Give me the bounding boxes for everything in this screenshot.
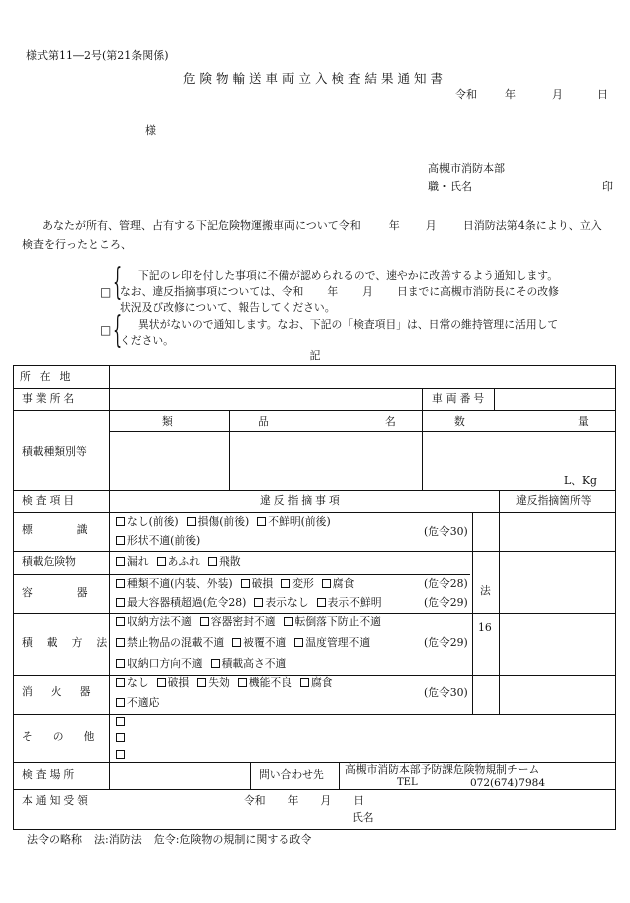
container-option-5: 最大容器積超過(危令28) bbox=[127, 596, 247, 609]
option1-line2a: なお、違反指摘事項については、令和 bbox=[120, 285, 304, 298]
option1-line1: 下記のレ印を付した事項に不備が認められるので、速やかに改善するよう通知します。 bbox=[138, 269, 558, 282]
intro-year: 年 bbox=[388, 219, 400, 232]
document-title: 危険物輸送車両立入検査結果通知書 bbox=[182, 71, 447, 86]
method-option-5: 被覆不適 bbox=[243, 636, 287, 649]
col-product: 品 bbox=[258, 415, 269, 428]
receipt-month: 月 bbox=[320, 794, 332, 807]
option2-checkbox[interactable]: □ bbox=[100, 323, 112, 337]
extinguisher-checkbox-3[interactable] bbox=[197, 678, 206, 687]
sign-option-4: 形状不適(前後) bbox=[127, 534, 201, 547]
footer-law: 法:消防法 bbox=[94, 833, 142, 846]
sign-option-1: なし(前後) bbox=[127, 515, 179, 528]
method-checkbox-7[interactable] bbox=[116, 659, 125, 668]
inspection-item-label: 検査項目 bbox=[22, 494, 78, 507]
loaded-label: 積載危険物 bbox=[22, 555, 76, 568]
method-option-3: 転倒落下防止不適 bbox=[294, 615, 381, 628]
intro-text-2: 日消防法第4条により、立入 bbox=[462, 219, 602, 232]
method-checkbox-3[interactable] bbox=[284, 617, 293, 626]
option2-text bbox=[120, 317, 558, 349]
method-ref: (危令29) bbox=[424, 636, 468, 649]
extinguisher-option-6: 不適応 bbox=[127, 696, 160, 709]
option1-line3: 状況及び改修について、報告してください。 bbox=[120, 301, 336, 314]
container-label: 容器 bbox=[22, 586, 132, 599]
extinguisher-option-3: 失効 bbox=[208, 676, 230, 689]
option2-line1: 異状がないので通知します。なお、下記の「検査項目」は、日常の維持管理に活用して bbox=[138, 318, 559, 331]
vehicle-number-label: 車両番号 bbox=[432, 392, 488, 405]
receipt-era: 令和 bbox=[244, 794, 266, 807]
receipt-name: 氏名 bbox=[352, 811, 374, 824]
date-era: 令和 bbox=[455, 88, 477, 101]
seal-mark: 印 bbox=[602, 180, 613, 193]
container-option-1: 種類不適(内装、外装) bbox=[127, 577, 233, 590]
method-checkbox-6[interactable] bbox=[294, 638, 303, 647]
inquiry-org: 高槻市消防本部予防課危険物規制チーム bbox=[345, 763, 540, 776]
container-checkbox-4[interactable] bbox=[322, 579, 331, 588]
extinguisher-option-1: なし bbox=[127, 676, 149, 689]
sign-line2 bbox=[116, 535, 208, 547]
receipt-label: 本通知受領 bbox=[22, 794, 91, 807]
receipt-day: 日 bbox=[353, 794, 364, 807]
option1-checkbox[interactable]: □ bbox=[100, 285, 112, 299]
inspection-place-label: 検査場所 bbox=[22, 768, 78, 781]
date-day: 日 bbox=[597, 88, 608, 101]
law-article: 16 bbox=[478, 621, 492, 634]
method-option-6: 温度管理不適 bbox=[305, 636, 371, 649]
extinguisher-line2 bbox=[116, 697, 167, 709]
method-label: 積載方法 bbox=[22, 636, 122, 649]
extinguisher-line1 bbox=[116, 677, 341, 689]
date-month: 月 bbox=[552, 88, 563, 101]
intro-text-1: あなたが所有、管理、占有する下記危険物運搬車両について令和 bbox=[42, 219, 361, 232]
method-line2 bbox=[116, 637, 378, 649]
loaded-option-3: 飛散 bbox=[218, 555, 241, 568]
office-label: 事業所名 bbox=[22, 392, 78, 405]
sign-option-3: 不鮮明(前後) bbox=[268, 515, 331, 528]
sign-checkbox-4[interactable] bbox=[116, 536, 125, 545]
method-line1 bbox=[116, 616, 389, 628]
method-option-8: 積載高さ不適 bbox=[221, 657, 287, 670]
option2-line2: ください。 bbox=[120, 334, 174, 347]
container-option-3: 変形 bbox=[292, 577, 314, 590]
option1-brace: { bbox=[113, 262, 123, 303]
method-option-1: 収納方法不適 bbox=[127, 615, 192, 628]
date-year: 年 bbox=[505, 88, 516, 101]
container-checkbox-7[interactable] bbox=[317, 598, 326, 607]
container-line2 bbox=[116, 597, 390, 609]
loaded-option-1: 漏れ bbox=[127, 555, 149, 568]
inspection-place-field[interactable] bbox=[111, 764, 248, 787]
container-ref2: (危令29) bbox=[424, 596, 468, 609]
sign-ref: (危令30) bbox=[424, 525, 468, 538]
sign-checkbox-1[interactable] bbox=[116, 517, 125, 526]
extinguisher-ref: (危令30) bbox=[424, 686, 468, 699]
loaded-checkbox-2[interactable] bbox=[157, 557, 166, 566]
violation-place-label: 違反指摘箇所等 bbox=[516, 494, 592, 507]
container-ref1: (危令28) bbox=[424, 577, 468, 590]
method-checkbox-1[interactable] bbox=[116, 617, 125, 626]
loaded-option-2: あふれ bbox=[167, 555, 200, 568]
option2-brace: { bbox=[113, 310, 123, 351]
loaded-checkbox-3[interactable] bbox=[208, 557, 217, 566]
footer-label: 法令の略称 bbox=[27, 833, 82, 846]
other-checkbox-3[interactable] bbox=[116, 750, 125, 759]
intro-text-3: 検査を行ったところ、 bbox=[22, 238, 132, 251]
violation-items-label: 違反指摘事項 bbox=[260, 494, 343, 507]
form-number: 様式第11―2号(第21条関係) bbox=[26, 49, 169, 62]
container-checkbox-2[interactable] bbox=[241, 579, 250, 588]
container-option-7: 表示不鮮明 bbox=[327, 596, 382, 609]
other-label: その他 bbox=[22, 730, 115, 743]
extinguisher-checkbox-5[interactable] bbox=[300, 678, 309, 687]
option1-year: 年 bbox=[327, 285, 339, 298]
method-checkbox-2[interactable] bbox=[200, 617, 209, 626]
vehicle-number-field[interactable] bbox=[496, 389, 614, 409]
other-checkboxes bbox=[116, 716, 127, 761]
option1-month: 月 bbox=[362, 285, 373, 298]
container-checkbox-6[interactable] bbox=[254, 598, 263, 607]
addressee-suffix: 様 bbox=[145, 124, 156, 137]
extinguisher-option-4: 機能不良 bbox=[248, 676, 292, 689]
footer-note bbox=[27, 834, 311, 847]
method-checkbox-5[interactable] bbox=[232, 638, 241, 647]
sign-checkbox-2[interactable] bbox=[187, 517, 196, 526]
method-option-2: 容器密封不適 bbox=[210, 615, 276, 628]
issue-date bbox=[455, 89, 608, 102]
heading-ki: 記 bbox=[309, 349, 321, 362]
container-option-6: 表示なし bbox=[265, 596, 309, 609]
inquiry-tel: 072(674)7984 bbox=[470, 777, 545, 789]
col-qty: 数 bbox=[454, 415, 465, 428]
container-option-2: 破損 bbox=[251, 577, 274, 590]
issuer-title-name: 職・氏名 bbox=[428, 180, 472, 193]
container-line1 bbox=[116, 578, 362, 590]
cargo-label: 積載種類別等 bbox=[22, 445, 87, 458]
inquiry-label: 問い合わせ先 bbox=[259, 768, 324, 781]
container-option-4: 腐食 bbox=[332, 577, 355, 590]
extinguisher-checkbox-4[interactable] bbox=[238, 678, 247, 687]
other-checkbox-2[interactable] bbox=[116, 733, 125, 742]
sign-line1 bbox=[116, 516, 339, 528]
footer-order: 危令:危険物の規制に関する政令 bbox=[153, 833, 312, 846]
method-line3 bbox=[116, 658, 294, 670]
extinguisher-checkbox-6[interactable] bbox=[116, 698, 125, 707]
method-checkbox-8[interactable] bbox=[211, 659, 220, 668]
location-field[interactable] bbox=[111, 367, 615, 387]
location-label: 所在地 bbox=[20, 370, 80, 383]
extinguisher-label: 消火器 bbox=[22, 685, 109, 698]
extinguisher-checkbox-1[interactable] bbox=[116, 678, 125, 687]
method-checkbox-4[interactable] bbox=[116, 638, 125, 647]
office-field[interactable] bbox=[111, 389, 419, 409]
sign-option-2: 損傷(前後) bbox=[197, 515, 250, 528]
loaded-checkbox-1[interactable] bbox=[116, 557, 125, 566]
extinguisher-option-5: 腐食 bbox=[310, 676, 333, 689]
other-checkbox-1[interactable] bbox=[116, 717, 125, 726]
unit-label: L、Kg bbox=[564, 474, 597, 487]
receipt-year: 年 bbox=[287, 794, 299, 807]
sign-checkbox-3[interactable] bbox=[257, 517, 266, 526]
intro-paragraph bbox=[22, 216, 618, 254]
issuer-org: 高槻市消防本部 bbox=[428, 162, 505, 175]
loaded-line1 bbox=[116, 556, 249, 568]
receipt-date bbox=[244, 795, 364, 807]
col-name: 名 bbox=[385, 415, 396, 428]
col-class: 類 bbox=[162, 415, 173, 428]
col-amount: 量 bbox=[578, 415, 589, 428]
method-option-7: 収納口方向不適 bbox=[127, 657, 203, 670]
law-label: 法 bbox=[480, 584, 491, 597]
option1-text bbox=[120, 268, 559, 316]
container-checkbox-5[interactable] bbox=[116, 598, 125, 607]
sign-label: 標識 bbox=[22, 523, 132, 536]
extinguisher-option-2: 破損 bbox=[167, 676, 190, 689]
intro-month: 月 bbox=[425, 219, 437, 232]
method-option-4: 禁止物品の混載不適 bbox=[127, 636, 225, 649]
container-checkbox-3[interactable] bbox=[281, 579, 290, 588]
option1-line2b: 日までに高槻市消防長にその改修 bbox=[396, 285, 559, 298]
container-checkbox-1[interactable] bbox=[116, 579, 125, 588]
inquiry-tel-label: TEL bbox=[397, 777, 418, 788]
extinguisher-checkbox-2[interactable] bbox=[157, 678, 166, 687]
inspection-table bbox=[13, 365, 616, 830]
